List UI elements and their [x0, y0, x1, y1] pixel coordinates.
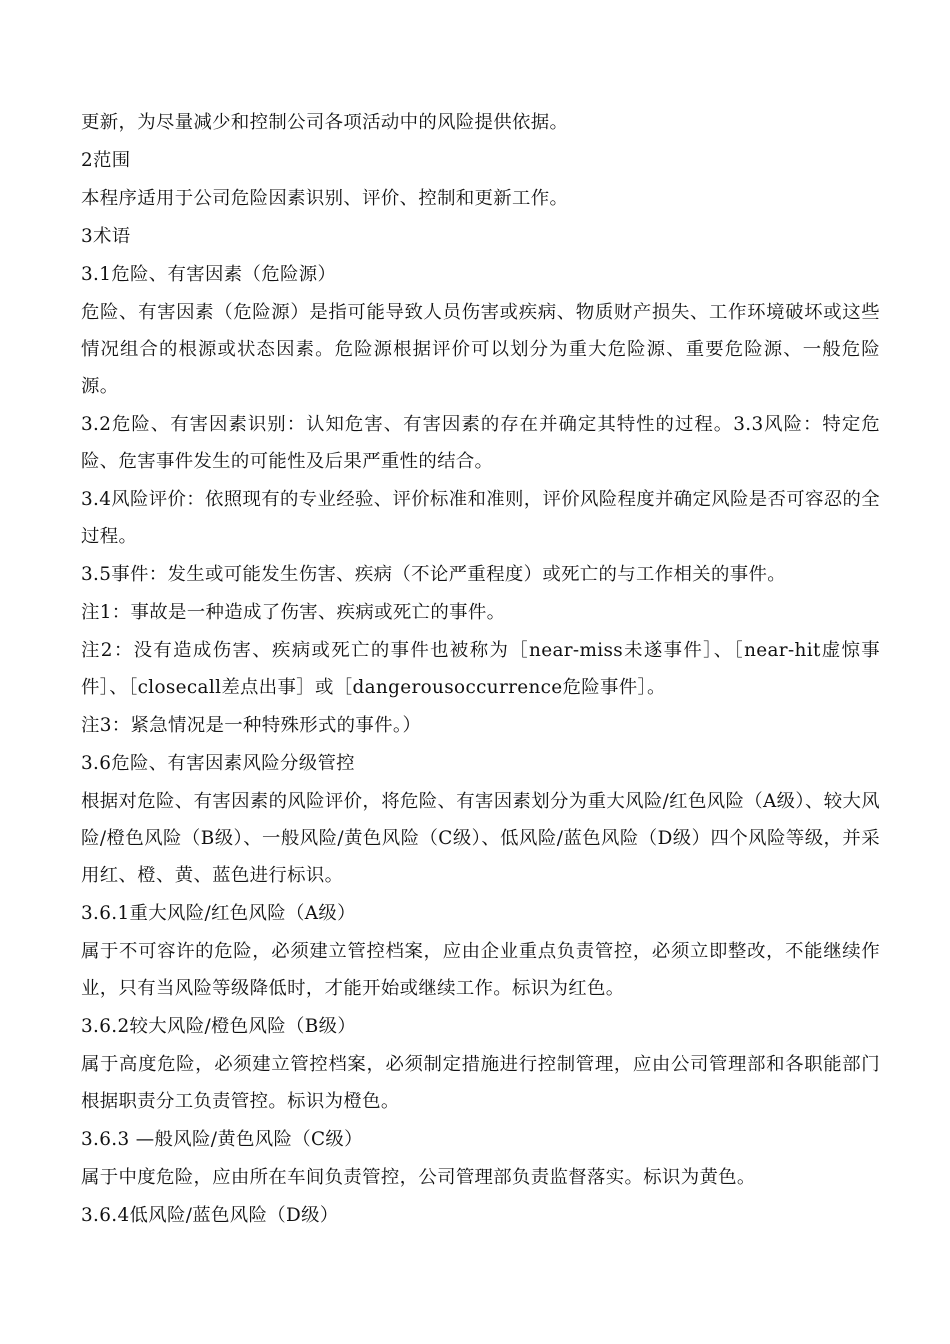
subheading-3-6-1: 3.6.1重大风险/红色风险（A级）	[81, 903, 356, 924]
note-1: 注1：事故是一种造成了伤害、疾病或死亡的事件。	[81, 602, 506, 623]
paragraph-3-2-3-3: 3.2危险、有害因素识别：认知危害、有害因素的存在并确定其特性的过程。3.3风险：特定危险、危害事件发生的可能性及后果严重性的结合。	[81, 414, 880, 472]
paragraph-red-risk: 属于不可容许的危险，必须建立管控档案，应由企业重点负责管控，必须立即整改，不能继续作业，只有当风险等级降低时，才能开始或继续工作。标识为红色。	[81, 941, 880, 999]
section-heading-scope: 2范围	[81, 150, 131, 171]
paragraph-intro-continuation: 更新，为尽量减少和控制公司各项活动中的风险提供依据。	[81, 112, 569, 133]
subheading-3-6-3: 3.6.3 —般风险/黄色风险（C级）	[81, 1129, 363, 1150]
paragraph-yellow-risk: 属于中度危险，应由所在车间负责管控，公司管理部负责监督落实。标识为黄色。	[81, 1167, 756, 1188]
paragraph-hazard-definition: 危险、有害因素（危险源）是指可能导致人员伤害或疾病、物质财产损失、工作环境破坏或这些情况组合的根源或状态因素。危险源根据评价可以划分为重大危险源、重要危险源、一般危险源。	[81, 302, 880, 397]
paragraph-risk-grading: 根据对危险、有害因素的风险评价，将危险、有害因素划分为重大风险/红色风险（A级）、较大风险/橙色风险（B级）、一般风险/黄色风险（C级）、低风险/蓝色风险（D级）四个风险等级，并采用红、橙、黄、蓝色进行标识。	[81, 791, 880, 886]
paragraph-orange-risk: 属于高度危险，必须建立管控档案，必须制定措施进行控制管理，应由公司管理部和各职能部门根据职责分工负责管控。标识为橙色。	[81, 1054, 880, 1112]
paragraph-3-4: 3.4风险评价：依照现有的专业经验、评价标准和准则，评价风险程度并确定风险是否可容忍的全过程。	[81, 489, 880, 547]
section-heading-terms: 3术语	[81, 226, 131, 247]
subheading-3-6-2: 3.6.2较大风险/橙色风险（B级）	[81, 1016, 357, 1037]
note-3: 注3：紧急情况是一种特殊形式的事件。）	[81, 715, 422, 736]
paragraph-3-5: 3.5事件：发生或可能发生伤害、疾病（不论严重程度）或死亡的与工作相关的事件。	[81, 564, 786, 585]
subheading-3-6: 3.6危险、有害因素风险分级管控	[81, 753, 355, 774]
subheading-3-1: 3.1危险、有害因素（危险源）	[81, 264, 337, 285]
paragraph-scope: 本程序适用于公司危险因素识别、评价、控制和更新工作。	[81, 188, 569, 209]
note-2: 注2：没有造成伤害、疾病或死亡的事件也被称为［near-miss未遂事件］、［near-hit虚惊事件］、［closecall差点出事］或［dangerousoccurrence危险事件］。	[81, 640, 880, 698]
subheading-3-6-4: 3.6.4低风险/蓝色风险（D级）	[81, 1205, 339, 1226]
